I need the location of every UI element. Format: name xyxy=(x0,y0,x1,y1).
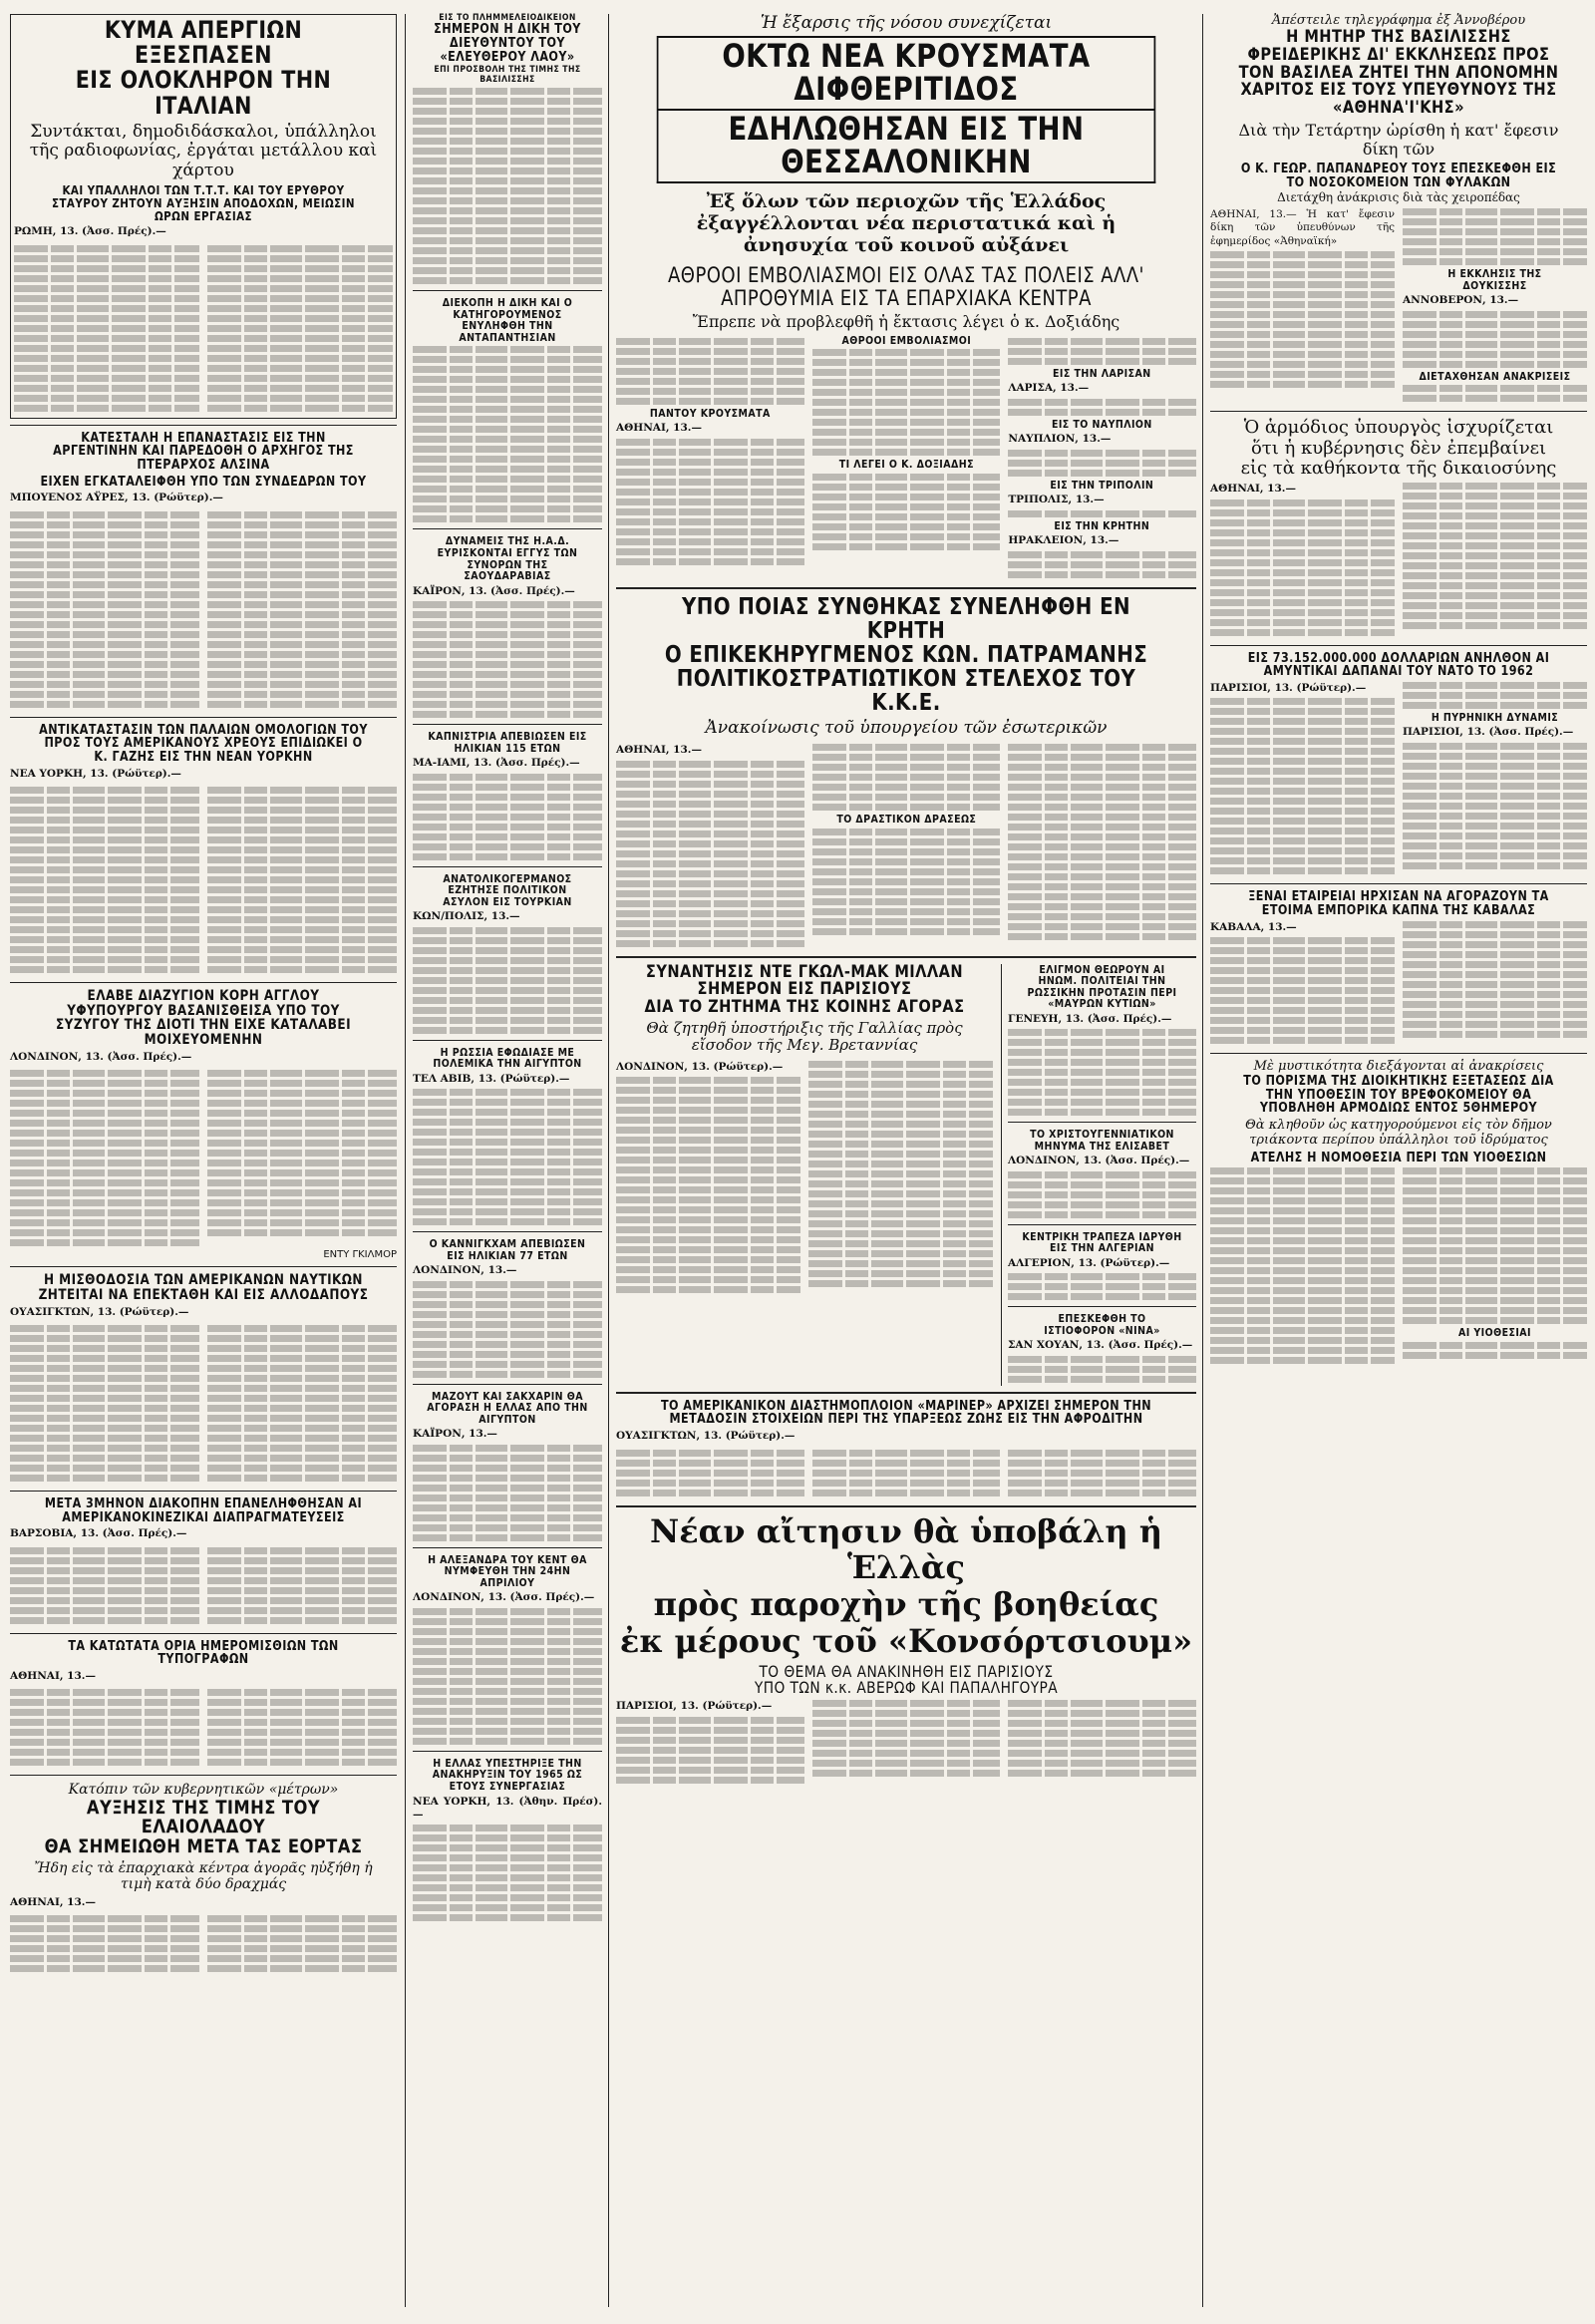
subheadline: Ἀνακοίνωσις τοῦ ὑπουργείου τῶν ἐσωτερικῶν xyxy=(705,717,1108,738)
headline: ΚΥΜΑ ΑΠΕΡΓΙΩΝ ΕΞΕΣΠΑΣΕΝ xyxy=(104,16,303,70)
headline: Νέαν αἴτησιν θὰ ὑποβάλη ἡ Ἑλλὰς xyxy=(649,1511,1163,1587)
column-left xyxy=(10,14,397,1975)
body-text xyxy=(1210,1164,1587,1367)
body-text xyxy=(10,1686,397,1769)
dateline: ΠΑΡΙΣΙΟΙ, 13. (Ρώϋτερ).— xyxy=(616,1700,773,1713)
dateline: ΤΕΛ ΑΒΙΒ, 13. (Ρώϋτερ).— xyxy=(413,1072,570,1085)
dateline: ΑΘΗΝΑΙ, 13.— xyxy=(616,422,702,435)
crete-body xyxy=(616,741,1196,949)
subheadline: ΑΘΡΟΟΙ ΕΜΒΟΛΙΑΣΜΟΙ ΕΙΣ ΟΛΑΣ ΤΑΣ ΠΟΛΕΙΣ ΑΛΛ' ΑΠΡΟΘΥΜΙΑ ΕΙΣ ΤΑ ΕΠΑΡΧΙΑΚΑ ΚΕΝΤΡΑ xyxy=(668,263,1144,310)
body-text xyxy=(10,1912,397,1975)
section-heading: Η ΕΚΚΛΗΣΙΣ ΤΗΣ ΔΟΥΚΙΣΣΗΣ xyxy=(1447,267,1542,292)
headline: Η ΑΛΕΞΑΝΔΡΑ ΤΟΥ ΚΕΝΤ ΘΑ ΝΥΜΦΕΥΘΗ ΤΗΝ 24ΗΝ ΑΠΡΙΛΙΟΥ xyxy=(428,1552,587,1589)
subheadline: ΚΑΙ ΥΠΑΛΛΗΛΟΙ ΤΩΝ Τ.Τ.Τ. ΚΑΙ ΤΟΥ ΕΡΥΘΡΟΥ ΣΤΑΥΡΟΥ ΖΗΤΟΥΝ ΑΥΞΗΣΙΝ ΑΠΟΔΟΧΩΝ, ΜΕΙΩΣΙΝ ΩΡΩΝ ΕΡΓΑΣΙΑΣ xyxy=(51,183,356,223)
headline: πρὸς παροχὴν τῆς βοηθείας xyxy=(653,1585,1159,1624)
section-heading: ΕΙΣ ΤΗΝ ΤΡΙΠΟΛΙΝ xyxy=(1050,478,1154,492)
body-text xyxy=(10,1067,397,1249)
headline: ΔΥΝΑΜΕΙΣ ΤΗΣ Η.Α.Δ. ΕΥΡΙΣΚΟΝΤΑΙ ΕΓΓΥΣ ΤΩΝ ΣΥΝΟΡΩΝ ΤΗΣ ΣΑΟΥΔΑΡΑΒΙΑΣ xyxy=(437,534,578,583)
body-text xyxy=(10,1322,397,1485)
column-second xyxy=(413,14,602,1924)
dateline: ΝΑΥΠΛΙΟΝ, 13.— xyxy=(1008,433,1112,446)
dateline: ΒΑΡΣΟΒΙΑ, 13. (Ἀσσ. Πρές).— xyxy=(10,1527,187,1540)
subheadline: ΑΤΕΛΗΣ Η ΝΟΜΟΘΕΣΙΑ ΠΕΡΙ ΤΩΝ ΥΙΟΘΕΣΙΩΝ xyxy=(1250,1150,1547,1165)
headline: ΜΕΤΑ 3ΜΗΝΟΝ ΔΙΑΚΟΠΗΝ ΕΠΑΝΕΛΗΦΘΗΣΑΝ ΑΙ ΑΜΕΡΙΚΑΝΟΚΙΝΕΖΙΚΑΙ ΔΙΑΠΡΑΓΜΑΤΕΥΣΕΙΣ xyxy=(44,1495,363,1525)
headline: ΔΙΑ ΤΟ ΖΗΤΗΜΑ ΤΗΣ ΚΟΙΝΗΣ ΑΓΟΡΑΣ xyxy=(644,997,965,1018)
subheadline: Ἔπρεπε νὰ προβλεφθῆ ἡ ἔκτασις λέγει ὁ κ. Δοξιάδης xyxy=(692,311,1120,331)
dateline: ΑΘΗΝΑΙ, 13.— xyxy=(1210,483,1296,496)
column-right xyxy=(1210,14,1587,1367)
dateline: ΠΑΡΙΣΙΟΙ, 13. (Ἀσσ. Πρές).— xyxy=(1403,726,1574,739)
kicker: Κατόπιν τῶν κυβερνητικῶν «μέτρων» xyxy=(68,1782,339,1799)
body-text xyxy=(14,242,393,415)
kicker: Ἡ ἔξαρσις τῆς νόσου συνεχίζεται xyxy=(760,13,1053,33)
section-heading: ΔΙΕΤΑΧΘΗΣΑΝ ΑΝΑΚΡΙΣΕΙΣ xyxy=(1419,369,1571,383)
kicker: Ἀπέστειλε τηλεγράφημα ἐξ Ἀννοβέρου xyxy=(1271,13,1526,28)
dateline: ΑΘΗΝΑΙ, 13.— Ἡ κατ' ἔφεσιν δίκη τῶν ὑπευθύνων τῆς ἐφημερίδος «Ἀθηναϊκή» xyxy=(1210,208,1395,247)
headline: ΤΑ ΚΑΤΩΤΑΤΑ ΟΡΙΑ ΗΜΕΡΟΜΙΣΘΙΩΝ ΤΩΝ ΤΥΠΟΓΡΑΦΩΝ xyxy=(68,1638,339,1668)
section-heading: ΕΙΣ ΤΟ ΝΑΥΠΛΙΟΝ xyxy=(1052,417,1153,431)
headline: Η ΡΩΣΣΙΑ ΕΦΩΔΙΑΣΕ ΜΕ ΠΟΛΕΜΙΚΑ ΤΗΝ ΑΙΓΥΠΤΟΝ xyxy=(433,1045,582,1071)
subheadline: Ἐξ ὅλων τῶν περιοχῶν τῆς Ἑλλάδος ἐξαγγέλλονται νέα περιστατικά καὶ ἡ ἀνησυχία τοῦ κοινοῦ αὐξάνει xyxy=(696,189,1116,256)
subheadline: Διὰ τὴν Τετάρτην ὡρίσθη ἡ κατ' ἔφεσιν δίκη τῶν xyxy=(1238,121,1559,159)
headline: ἐκ μέρους τοῦ «Κονσόρτσιουμ» xyxy=(619,1621,1193,1660)
headline: Η ΜΗΤΗΡ ΤΗΣ ΒΑΣΙΛΙΣΣΗΣ ΦΡΕΙΔΕΡΙΚΗΣ ΔΙ' ΕΚΚΛΗΣΕΩΣ ΠΡΟΣ ΤΟΝ ΒΑΣΙΛΕΑ ΖΗΤΕΙ ΤΗΝ ΑΠΟΝΟΜΗΝ ΧΑΡΙΤΟΣ ΕΙΣ ΤΟΥΣ ΥΠΕΥΘΥΝΟΥΣ ΤΗΣ «ΑΘΗΝΑ'Ι'ΚΗΣ» xyxy=(1238,26,1559,119)
body-text xyxy=(10,508,397,711)
dateline: ΤΡΙΠΟΛΙΣ, 13.— xyxy=(1008,494,1105,506)
dateline: ΡΩΜΗ, 13. (Ἀσσ. Πρές).— xyxy=(14,225,166,238)
body-text xyxy=(1210,205,1587,405)
diphtheria-body xyxy=(616,335,1196,581)
dateline: ΝΕΑ ΥΟΡΚΗ, 13. (Ἀθην. Πρέσ).— xyxy=(413,1795,602,1821)
headline: ΕΙΣ 73.152.000.000 ΔΟΛΛΑΡΙΩΝ ΑΝΗΛΘΟΝ ΑΙ ΑΜΥΝΤΙΚΑΙ ΔΑΠΑΝΑΙ ΤΟΥ ΝΑΤΟ ΤΟ 1962 xyxy=(1247,650,1550,680)
body-text xyxy=(10,1544,397,1627)
dateline: ΑΘΗΝΑΙ, 13.— xyxy=(10,1895,96,1908)
column-center xyxy=(616,14,1196,1787)
headline: ΕΠΕΣΚΕΦΘΗ ΤΟ ΙΣΤΙΟΦΟΡΟΝ «ΝΙΝΑ» xyxy=(1044,1312,1160,1337)
headline: ΤΟ ΑΜΕΡΙΚΑΝΙΚΟΝ ΔΙΑΣΤΗΜΟΠΛΟΙΟΝ «ΜΑΡΙΝΕΡ» ΑΡΧΙΖΕΙ ΣΗΜΕΡΟΝ ΤΗΝ ΜΕΤΑΔΟΣΙΝ ΣΤΟΙΧΕΙΩΝ ΠΕΡΙ ΤΗΣ ΥΠΑΡΞΕΩΣ ΖΩΗΣ ΕΙΣ ΤΗΝ ΑΦΡΟΔΙΤΗΝ xyxy=(660,1398,1152,1428)
subheadline: ΕΙΧΕΝ ΕΓΚΑΤΑΛΕΙΦΘΗ ΥΠΟ ΤΩΝ ΣΥΝΔΕΔΡΩΝ ΤΟΥ xyxy=(40,474,367,490)
headline: ΣΥΝΑΝΤΗΣΙΣ ΝΤΕ ΓΚΩΛ-ΜΑΚ ΜΙΛΛΑΝ ΣΗΜΕΡΟΝ ΕΙΣ ΠΑΡΙΣΙΟΥΣ xyxy=(645,961,964,1000)
dateline: ΚΩΝ/ΠΟΛΙΣ, 13.— xyxy=(413,910,520,923)
headline: ΑΝΤΙΚΑΤΑΣΤΑΣΙΝ ΤΩΝ ΠΑΛΑΙΩΝ ΟΜΟΛΟΓΙΩΝ ΤΟΥ ΠΡΟΣ ΤΟΥΣ ΑΜΕΡΙΚΑΝΟΥΣ ΧΡΕΟΥΣ ΕΠΙΔΙΩΚΕΙ Ο Κ. ΓΑΖΗΣ ΕΙΣ ΤΗΝ ΝΕΑΝ ΥΟΡΚΗΝ xyxy=(39,722,368,765)
headline: ΑΥΞΗΣΙΣ ΤΗΣ ΤΙΜΗΣ ΤΟΥ ΕΛΑΙΟΛΑΔΟΥ xyxy=(86,1796,321,1838)
headline: ΚΑΤΕΣΤΑΛΗ Η ΕΠΑΝΑΣΤΑΣΙΣ ΕΙΣ ΤΗΝ ΑΡΓΕΝΤΙΝΗΝ ΚΑΙ ΠΑΡΕΔΟΘΗ Ο ΑΡΧΗΓΟΣ ΤΗΣ ΠΤΕΡΑΡΧΟΣ ΑΛΣΙΝΑ xyxy=(53,430,354,473)
headline: ΕΛΑΒΕ ΔΙΑΖΥΓΙΟΝ ΚΟΡΗ ΑΓΓΛΟΥ ΥΦΥΠΟΥΡΓΟΥ ΒΑΣΑΝΙΣΘΕΙΣΑ ΥΠΟ ΤΟΥ ΣΥΖΥΓΟΥ ΤΗΣ ΔΙΟΤΙ ΤΗΝ ΕΙΧΕ ΚΑΤΑΛΑΒΕΙ ΜΟΙΧΕΥΟΜΕΝΗΝ xyxy=(56,987,351,1049)
dateline: ΚΑΪΡΟΝ, 13.— xyxy=(413,1428,497,1441)
section-heading: ΑΘΡΟΟΙ ΕΜΒΟΛΙΑΣΜΟΙ xyxy=(841,333,971,347)
italy-strikes-article xyxy=(10,14,397,419)
mariner-body xyxy=(616,1447,1196,1499)
section-heading: ΤΙ ΛΕΓΕΙ Ο Κ. ΔΟΞΙΑΔΗΣ xyxy=(838,458,974,472)
headline: ΕΔΗΛΩΘΗΣΑΝ ΕΙΣ ΤΗΝ ΘΕΣΣΑΛΟΝΙΚΗΝ xyxy=(657,111,1156,183)
dateline: ΜΑ-ΙΑΜΙ, 13. (Ἀσσ. Πρές).— xyxy=(413,757,580,770)
subheadline: Ο Κ. ΓΕΩΡ. ΠΑΠΑΝΔΡΕΟΥ ΤΟΥΣ ΕΠΕΣΚΕΦΘΗ ΕΙΣ ΤΟ ΝΟΣΟΚΟΜΕΙΟΝ ΤΩΝ ΦΥΛΑΚΩΝ xyxy=(1240,161,1557,190)
section-heading: ΑΙ ΥΙΟΘΕΣΙΑΙ xyxy=(1457,1326,1532,1340)
byline: ΕΝΤΥ ΓΚΙΛΜΟΡ xyxy=(323,1249,397,1261)
headline: ΑΝΑΤΟΛΙΚΟΓΕΡΜΑΝΟΣ ΕΖΗΤΗΣΕ ΠΟΛΙΤΙΚΟΝ ΑΣΥΛΟΝ ΕΙΣ ΤΟΥΡΚΙΑΝ xyxy=(443,871,572,908)
subheadline: ΥΠΟ ΤΩΝ κ.κ. ΑΒΕΡΩΦ ΚΑΙ ΠΑΠΑΛΗΓΟΥΡΑ xyxy=(754,1678,1059,1698)
dateline: ΑΛΓΕΡΙΟΝ, 13. (Ρώϋτερ).— xyxy=(1008,1256,1170,1269)
headline: ΥΠΟ ΠΟΙΑΣ ΣΥΝΘΗΚΑΣ ΣΥΝΕΛΗΦΘΗ ΕΝ ΚΡΗΤΗ xyxy=(681,593,1131,645)
headline: ΕΙΣ ΟΛΟΚΛΗΡΟΝ ΤΗΝ ΙΤΑΛΙΑΝ xyxy=(75,66,332,120)
headline: ΤΟ ΧΡΙΣΤΟΥΓΕΝΝΙΑΤΙΚΟΝ ΜΗΝΥΜΑ ΤΗΣ ΕΛΙΣΑΒΕΤ xyxy=(1030,1128,1174,1153)
headline: Η ΜΙΣΘΟΔΟΣΙΑ ΤΩΝ ΑΜΕΡΙΚΑΝΩΝ ΝΑΥΤΙΚΩΝ ΖΗΤΕΙΤΑΙ ΝΑ ΕΠΕΚΤΑΘΗ ΚΑΙ ΕΙΣ ΑΛΛΟΔΑΠΟΥΣ xyxy=(38,1272,369,1303)
headline: ὅτι ἡ κυβέρνησις δὲν ἐπεμβαίνει xyxy=(1250,437,1547,459)
section-heading: ΕΙΣ ΤΗΝ ΛΑΡΙΣΑΝ xyxy=(1053,366,1151,380)
headline: ΔΙΕΚΟΠΗ Η ΔΙΚΗ ΚΑΙ Ο ΚΑΤΗΓΟΡΟΥΜΕΝΟΣ ΕΝΥΛΗΦΘΗ ΤΗΝ ΑΝΤΑΠΑΝΤΗΣΙΑΝ xyxy=(442,296,573,344)
dateline: ΛΟΝΔΙΝΟΝ, 13. (Ρώϋτερ).— xyxy=(616,1060,784,1073)
headline: Η ΕΛΛΑΣ ΥΠΕΣΤΗΡΙΞΕ ΤΗΝ ΑΝΑΚΗΡΥΞΙΝ ΤΟΥ 1965 ΩΣ ΕΤΟΥΣ ΣΥΝΕΡΓΑΣΙΑΣ xyxy=(432,1756,583,1793)
dateline: ΛΟΝΔΙΝΟΝ, 13. (Ἀσσ. Πρές).— xyxy=(413,1591,595,1604)
headline: ΤΟ ΠΟΡΙΣΜΑ ΤΗΣ ΔΙΟΙΚΗΤΙΚΗΣ ΕΞΕΤΑΣΕΩΣ ΔΙΑ ΤΗΝ ΥΠΟΘΕΣΙΝ ΤΟΥ ΒΡΕΦΟΚΟΜΕΙΟΥ ΘΑ ΥΠΟΒΛΗΘΗ ΑΡΜΟΔΙΩΣ ΕΝΤΟΣ 5ΘΗΜΕΡΟΥ xyxy=(1243,1073,1554,1117)
subheadline: Θὰ κληθοῦν ὡς κατηγορούμενοι εἰς τὸν δῆμον τριάκοντα περίπου ὑπάλληλοι τοῦ ἱδρύματος xyxy=(1245,1117,1552,1148)
body-text xyxy=(1210,918,1587,1047)
body-text xyxy=(1210,679,1587,877)
headline: ΚΕΝΤΡΙΚΗ ΤΡΑΠΕΖΑ ΙΔΡΥΘΗ ΕΙΣ ΤΗΝ ΑΛΓΕΡΙΑΝ xyxy=(1022,1229,1182,1255)
dateline: ΚΑΪΡΟΝ, 13. (Ἀσσ. Πρές).— xyxy=(413,584,575,597)
dateline: ΓΕΝΕΥΗ, 13. (Ἀσσ. Πρές).— xyxy=(1008,1012,1172,1025)
dateline: ΛΑΡΙΣΑ, 13.— xyxy=(1008,382,1090,395)
headline: εἰς τὰ καθήκοντα τῆς δικαιοσύνης xyxy=(1240,458,1557,480)
subheadline: Θὰ ζητηθῆ ὑποστήριξις τῆς Γαλλίας πρὸς εἴσοδον τῆς Μεγ. Βρεταννίας xyxy=(646,1019,963,1055)
headline: ΠΟΛΙΤΙΚΟΣΤΡΑΤΙΩΤΙΚΟΝ ΣΤΕΛΕΧΟΣ ΤΟΥ Κ.Κ.Ε. xyxy=(676,666,1136,717)
dateline: ΛΟΝΔΙΝΟΝ, 13. (Ἀσσ. Πρές).— xyxy=(1008,1155,1190,1167)
kicker: ΕΙΣ ΤΟ ΠΛΗΜΜΕΛΕΙΟΔΙΚΕΙΟΝ xyxy=(439,13,576,23)
headline: ΟΚΤΩ ΝΕΑ ΚΡΟΥΣΜΑΤΑ ΔΙΦΘΕΡΙΤΙΔΟΣ xyxy=(657,36,1156,111)
dateline: ΟΥΑΣΙΓΚΤΩΝ, 13. (Ρώϋτερ).— xyxy=(616,1430,796,1443)
dateline: ΑΘΗΝΑΙ, 13.— xyxy=(10,1669,96,1682)
section-heading: ΤΟ ΔΡΑΣΤΙΚΟΝ ΔΡΑΣΕΩΣ xyxy=(836,813,976,827)
dateline: ΑΝΝΟΒΕΡΟΝ, 13.— xyxy=(1403,294,1519,307)
headline: Ο ΕΠΙΚΕΚΗΡΥΓΜΕΝΟΣ ΚΩΝ. ΠΑΤΡΑΜΑΝΗΣ xyxy=(664,642,1148,669)
headline: Ο ΚΑΝΝΙΓΚΧΑΜ ΑΠΕΒΙΩΣΕΝ ΕΙΣ ΗΛΙΚΙΑΝ 77 ΕΤΩΝ xyxy=(429,1237,586,1262)
dateline: ΚΑΒΑΛΑ, 13.— xyxy=(1210,920,1297,933)
body-text xyxy=(10,784,397,976)
dateline: ΣΑΝ ΧΟΥΑΝ, 13. (Ἀσσ. Πρές).— xyxy=(1008,1339,1193,1352)
subheadline: Ἤδη εἰς τὰ ἐπαρχιακὰ κέντρα ἀγορᾶς ηὐξήθη ἡ τιμὴ κατὰ δύο δραχμάς xyxy=(34,1860,373,1893)
consortium-body xyxy=(616,1697,1196,1786)
subheadline: ΤΟ ΘΕΜΑ ΘΑ ΑΝΑΚΙΝΗΘΗ ΕΙΣ ΠΑΡΙΣΙΟΥΣ xyxy=(759,1661,1054,1681)
dateline: ΜΠΟΥΕΝΟΣ ΑΫΡΕΣ, 13. (Ρώϋτερ).— xyxy=(10,492,223,504)
headline: ΞΕΝΑΙ ΕΤΑΙΡΕΙΑΙ ΗΡΧΙΣΑΝ ΝΑ ΑΓΟΡΑΖΟΥΝ ΤΑ ΕΤΟΙΜΑ ΕΜΠΟΡΙΚΑ ΚΑΠΝΑ ΤΗΣ ΚΑΒΑΛΑΣ xyxy=(1248,889,1549,918)
section-heading: ΠΑΝΤΟΥ ΚΡΟΥΣΜΑΤΑ xyxy=(649,406,771,420)
kicker: Μὲ μυστικότητα διεξάγονται αἱ ἀνακρίσεις xyxy=(1253,1059,1544,1075)
headline: ΘΑ ΣΗΜΕΙΩΘΗ ΜΕΤΑ ΤΑΣ ΕΟΡΤΑΣ xyxy=(44,1835,363,1858)
headline: ΜΑΖΟΥΤ ΚΑΙ ΣΑΚΧΑΡΙΝ ΘΑ ΑΓΟΡΑΣΗ Η ΕΛΛΑΣ ΑΠΟ ΤΗΝ ΑΙΓΥΠΤΟΝ xyxy=(427,1389,588,1426)
dateline: ΛΟΝΔΙΝΟΝ, 13.— xyxy=(413,1264,517,1277)
headline: ΚΑΠΝΙΣΤΡΙΑ ΑΠΕΒΙΩΣΕΝ ΕΙΣ ΗΛΙΚΙΑΝ 115 ΕΤΩΝ xyxy=(428,730,587,755)
headline: Ὁ ἁρμόδιος ὑπουργὸς ἰσχυρίζεται xyxy=(1243,417,1554,439)
dateline: ΗΡΑΚΛΕΙΟΝ, 13.— xyxy=(1008,534,1119,547)
section-heading: Η ΠΥΡΗΝΙΚΗ ΔΥΝΑΜΙΣ xyxy=(1431,710,1559,724)
body-text xyxy=(1210,480,1587,638)
dateline: ΑΘΗΝΑΙ, 13.— xyxy=(616,744,702,757)
dateline: ΛΟΝΔΙΝΟΝ, 13. (Ἀσσ. Πρές).— xyxy=(10,1050,192,1063)
lower-center xyxy=(616,961,1196,1386)
headline: ΕΛΙΓΜΟΝ ΘΕΩΡΟΥΝ ΑΙ ΗΝΩΜ. ΠΟΛΙΤΕΙΑΙ ΤΗΝ ΡΩΣΣΙΚΗΝ ΠΡΟΤΑΣΙΝ ΠΕΡΙ «ΜΑΥΡΩΝ ΚΥΤΙΩΝ» xyxy=(1027,962,1177,1011)
headline: ΣΗΜΕΡΟΝ Η ΔΙΚΗ ΤΟΥ ΔΙΕΥΘΥΝΤΟΥ ΤΟΥ «ΕΛΕΥΘΕΡΟΥ ΛΑΟΥ» xyxy=(434,22,581,65)
subheadline: Διετάχθη ἀνάκρισις διὰ τὰς χειροπέδας xyxy=(1277,190,1520,205)
subheadline: ΕΠΙ ΠΡΟΣΒΟΛΗ ΤΗΣ ΤΙΜΗΣ ΤΗΣ ΒΑΣΙΛΙΣΣΗΣ xyxy=(434,65,581,85)
section-heading: ΕΙΣ ΤΗΝ ΚΡΗΤΗΝ xyxy=(1054,518,1150,532)
dateline: ΠΑΡΙΣΙΟΙ, 13. (Ρώϋτερ).— xyxy=(1210,681,1367,694)
dateline: ΟΥΑΣΙΓΚΤΩΝ, 13. (Ρώϋτερ).— xyxy=(10,1305,189,1318)
dateline: ΝΕΑ ΥΟΡΚΗ, 13. (Ρώϋτερ).— xyxy=(10,767,181,780)
subheadline: Συντάκται, δημοδιδάσκαλοι, ὑπάλληλοι τῆς ραδιοφωνίας, ἐργάται μετάλλου καὶ χάρτου xyxy=(29,121,378,180)
